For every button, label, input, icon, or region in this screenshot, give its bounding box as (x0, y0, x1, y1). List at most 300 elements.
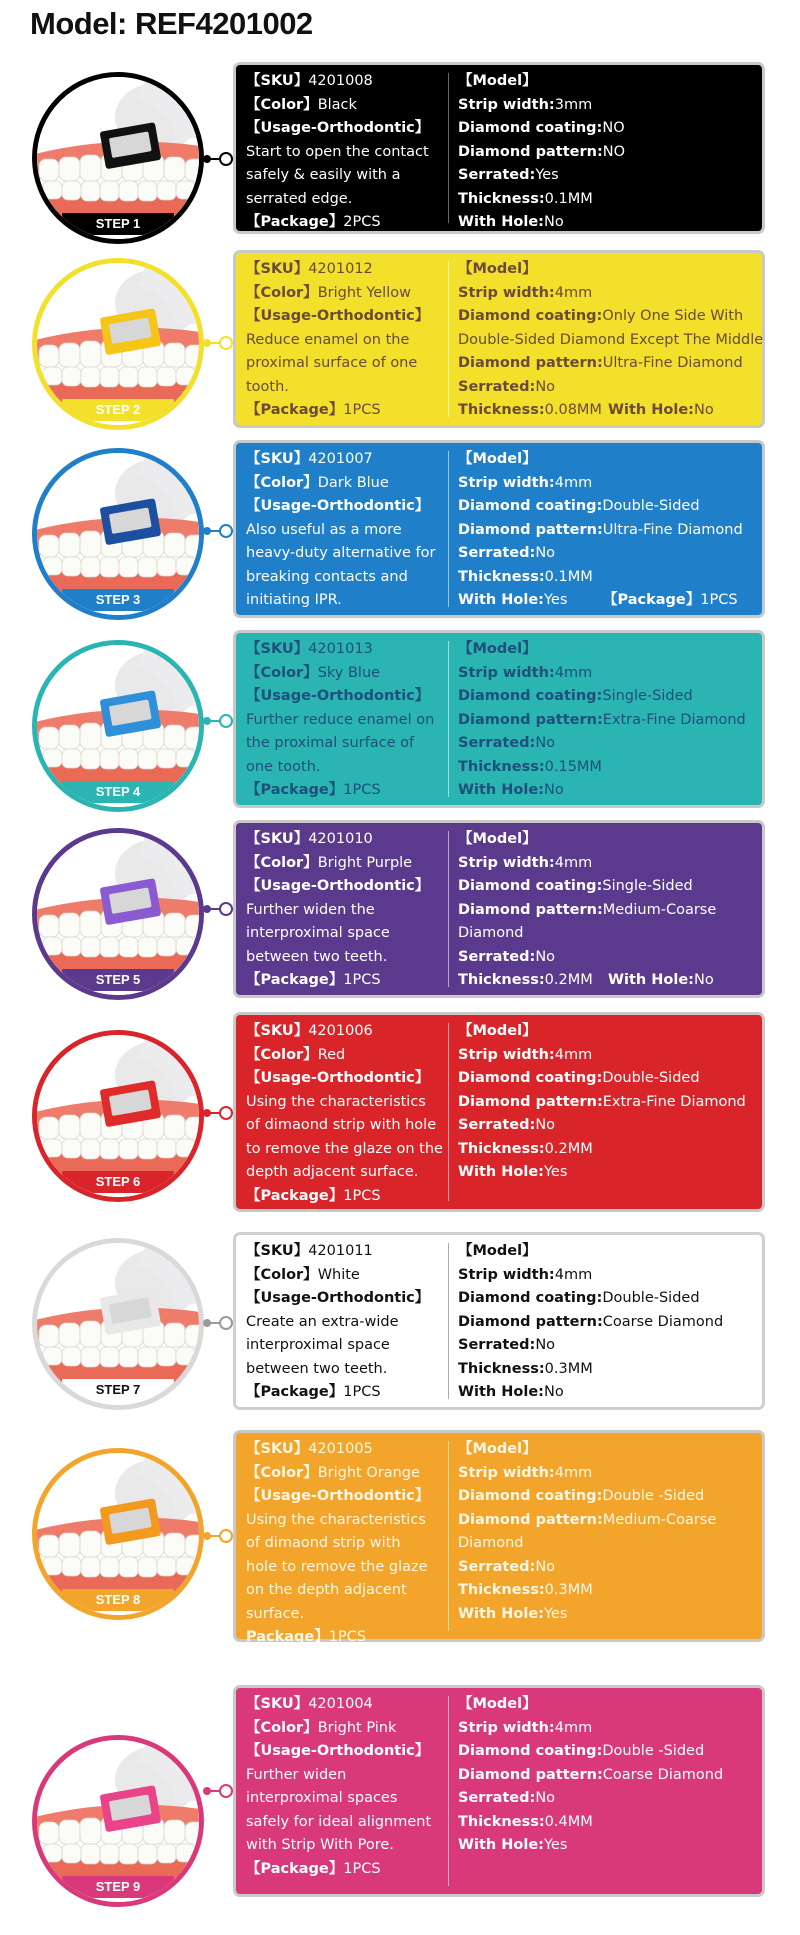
sku-line-key: 【SKU】 (246, 451, 309, 467)
usage-heading-key: 【Usage-Orthodontic】 (246, 688, 430, 704)
usage-text-line (246, 188, 451, 212)
thickness-line-value: 0.08MM (544, 402, 602, 418)
strip-width-line-value: 4mm (554, 854, 593, 871)
package-line-key: 【Package】 (246, 1187, 344, 1204)
diamond-coating-line-key: Diamond coating: (458, 878, 603, 894)
package-line (246, 399, 451, 423)
usage-text-line-value: Further widen the (246, 901, 375, 918)
usage-heading (246, 1740, 451, 1764)
thickness-line (458, 1138, 763, 1162)
serrated-line-value: Yes (535, 167, 559, 183)
diamond-pattern-line-key: Diamond pattern: (458, 1093, 603, 1110)
strip-width-line (458, 662, 763, 686)
color-line-value: Red (317, 1046, 346, 1063)
usage-text-line-value: heavy-duty alternative for (246, 545, 436, 561)
step-image-circle (32, 1238, 204, 1410)
card-right-column (458, 1438, 763, 1626)
diamond-pattern-line-key: Diamond pattern: (458, 711, 603, 728)
with-hole-line-value: Yes (543, 592, 568, 608)
usage-text-line-value: breaking contacts and (246, 568, 408, 585)
card-left-column (246, 1693, 451, 1881)
serrated-line-value: No (535, 545, 556, 561)
with-hole-line-key: With Hole: (458, 214, 544, 230)
thickness-line-value: 0.3MM (544, 1360, 593, 1377)
thickness-line-value: 0.1MM (544, 568, 593, 585)
color-line (246, 282, 451, 306)
with-hole-line (458, 779, 763, 803)
strip-width-line (458, 1044, 763, 1068)
serrated-line-value: No (535, 735, 556, 751)
package-line (246, 1185, 451, 1209)
usage-heading (246, 1485, 451, 1509)
package-line (246, 1858, 451, 1882)
serrated-line (458, 1334, 763, 1358)
diamond-pattern-line-value: Ultra-Fine Diamond (602, 355, 743, 371)
usage-heading (246, 305, 451, 329)
sku-line-value: 4201004 (308, 1696, 373, 1712)
serrated-line-key: Serrated: (458, 948, 536, 965)
usage-text-line (246, 352, 451, 376)
usage-text-line (246, 1138, 451, 1162)
thickness-line-value: 0.4MM (544, 1813, 593, 1830)
serrated-line (458, 946, 763, 970)
connector-dot-center (203, 339, 211, 347)
diamond-coating-line-value: NO (602, 120, 625, 136)
sku-line-value: 4201005 (308, 1441, 373, 1457)
strip-width-line-value: 4mm (554, 1046, 593, 1063)
usage-text-line-value: proximal surface of one (246, 355, 418, 371)
diamond-coating-continued-value: Double-Sided Diamond Except The Middle (458, 331, 764, 348)
diamond-pattern-line-value: Coarse Diamond (602, 1766, 724, 1783)
card-left-column (246, 70, 451, 235)
sku-line (246, 448, 451, 472)
connector-dot-center (203, 155, 211, 163)
thickness-line-value: 0.3MM (544, 1582, 593, 1598)
color-line (246, 1044, 451, 1068)
package-line-key: 【Package】 (246, 214, 344, 230)
connector-dot (219, 1784, 233, 1798)
diamond-pattern-continued-value: Diamond (458, 1535, 524, 1551)
step-image-circle (32, 1735, 204, 1907)
sku-line (246, 828, 451, 852)
color-line-key: 【Color】 (246, 96, 318, 113)
serrated-line-key: Serrated: (458, 1337, 536, 1353)
package-line-value: 1PCS (343, 1384, 381, 1400)
with-hole-line-value: No (543, 782, 564, 798)
usage-text-line-value: hole to remove the glaze (246, 1558, 428, 1575)
step-image-circle (32, 1448, 204, 1620)
connector-dot (219, 1529, 233, 1543)
serrated-line-value: No (535, 1558, 556, 1575)
serrated-line-key: Serrated: (458, 1117, 536, 1133)
model-heading-key: 【Model】 (458, 261, 537, 277)
model-heading-key: 【Model】 (458, 1023, 537, 1039)
sku-line (246, 638, 451, 662)
connector-dot-center (203, 1787, 211, 1795)
model-heading-key: 【Model】 (458, 641, 537, 657)
strip-width-line-key: Strip width: (458, 96, 555, 113)
usage-heading (246, 1287, 451, 1311)
card-left-column (246, 1240, 451, 1405)
card-right-column (458, 638, 763, 803)
color-line-key: 【Color】 (246, 1464, 318, 1481)
diamond-coating-line (458, 685, 763, 709)
package-line (246, 211, 451, 235)
usage-heading (246, 1067, 451, 1091)
card-left-column (246, 828, 451, 993)
sku-line (246, 1693, 451, 1717)
package-line-value: 1PCS (343, 1860, 381, 1877)
diamond-pattern-line-key: Diamond pattern: (458, 355, 603, 371)
thickness-line (458, 1579, 763, 1603)
diamond-coating-line (458, 1740, 763, 1764)
thickness-line-key: Thickness: (458, 1360, 545, 1377)
card-left-column (246, 1020, 451, 1208)
strip-width-line-value: 4mm (554, 1464, 593, 1481)
connector-dot (219, 902, 233, 916)
product-spec-card (233, 820, 765, 998)
package-inline (603, 589, 738, 613)
serrated-line-value: No (535, 1117, 556, 1133)
with-hole-line (458, 1603, 763, 1627)
diamond-coating-line-value: Double -Sided (602, 1743, 705, 1759)
thickness-line (458, 1811, 763, 1835)
usage-text-line-value: of dimaond strip with hole (246, 1117, 437, 1133)
thickness-line (458, 399, 763, 423)
step-badge: STEP 8 (62, 1589, 174, 1611)
diamond-coating-line-key: Diamond coating: (458, 1070, 603, 1086)
usage-text-line (246, 1579, 451, 1603)
color-line-key: 【Color】 (246, 1719, 318, 1736)
color-line (246, 472, 451, 496)
product-spec-card (233, 62, 765, 234)
diamond-coating-line-key: Diamond coating: (458, 498, 603, 514)
connector-dot (219, 524, 233, 538)
usage-text-line (246, 566, 451, 590)
model-heading-key: 【Model】 (458, 73, 537, 89)
step-image-circle (32, 640, 204, 812)
connector-dot (219, 152, 233, 166)
diamond-pattern-line-value: Coarse Diamond (602, 1313, 724, 1330)
with-hole-line-key: With Hole: (458, 1164, 544, 1180)
package-line-value: 2PCS (343, 214, 381, 230)
diamond-coating-line (458, 875, 763, 899)
color-line (246, 662, 451, 686)
usage-text-line-value: Further widen (246, 1766, 347, 1783)
diamond-pattern-line-value: NO (602, 143, 626, 160)
strip-width-line-value: 4mm (554, 284, 593, 301)
color-line-key: 【Color】 (246, 854, 318, 871)
diamond-pattern-line (458, 1764, 763, 1788)
with-hole-line-key: With Hole: (458, 1384, 544, 1400)
with-hole-line (458, 211, 763, 235)
diamond-pattern-continued-value: Diamond (458, 925, 524, 941)
serrated-line (458, 732, 763, 756)
strip-width-line-key: Strip width: (458, 474, 555, 491)
model-heading (458, 448, 763, 472)
thickness-line-value: 0.2MM (544, 1140, 593, 1157)
strip-width-line-key: Strip width: (458, 664, 555, 681)
sku-line (246, 1020, 451, 1044)
diamond-pattern-line (458, 352, 763, 376)
diamond-pattern-line (458, 709, 763, 733)
usage-text-line (246, 329, 451, 353)
usage-text-line (246, 1532, 451, 1556)
diamond-pattern-line-key: Diamond pattern: (458, 1766, 603, 1783)
diamond-pattern-continued (458, 922, 763, 946)
strip-width-line-value: 3mm (554, 96, 593, 113)
with-hole-line (458, 589, 763, 613)
color-line-value: Bright Yellow (317, 284, 411, 301)
with-hole-line-value: No (693, 972, 714, 988)
usage-heading-key: 【Usage-Orthodontic】 (246, 1743, 430, 1759)
usage-text-line (246, 1161, 451, 1185)
package-line (246, 1381, 451, 1405)
sku-line-value: 4201010 (308, 831, 373, 847)
card-left-column (246, 258, 451, 423)
usage-text-line (246, 1358, 451, 1382)
strip-width-line (458, 472, 763, 496)
strip-width-line-value: 4mm (554, 664, 593, 681)
strip-width-line (458, 94, 763, 118)
strip-width-line (458, 852, 763, 876)
package-line-value: 1PCS (343, 972, 381, 988)
strip-width-line-value: 4mm (554, 1719, 593, 1736)
package-line (246, 969, 451, 993)
sku-line-key: 【SKU】 (246, 831, 309, 847)
product-spec-card (233, 630, 765, 808)
with-hole-line-key: With Hole: (458, 592, 544, 608)
step-image-circle (32, 258, 204, 430)
diamond-coating-line (458, 305, 763, 329)
thickness-line-value: 0.2MM (544, 972, 593, 988)
color-line (246, 852, 451, 876)
usage-heading-key: 【Usage-Orthodontic】 (246, 498, 430, 514)
card-right-column (458, 828, 763, 993)
serrated-line (458, 376, 763, 400)
diamond-coating-line (458, 117, 763, 141)
sku-line-key: 【SKU】 (246, 73, 309, 89)
usage-text-line (246, 589, 451, 613)
sku-line-key: 【SKU】 (246, 261, 309, 277)
usage-text-line (246, 376, 451, 400)
model-heading (458, 1693, 763, 1717)
with-hole-line-value: No (693, 402, 714, 418)
usage-text-line (246, 1811, 451, 1835)
usage-text-line-value: Using the characteristics (246, 1093, 426, 1110)
with-hole-line (458, 1381, 763, 1405)
page-title: Model: REF4201002 (30, 6, 313, 41)
serrated-line-key: Serrated: (458, 378, 536, 395)
step-image-circle (32, 448, 204, 620)
package-line-value: 1PCS (343, 402, 381, 418)
usage-text-line-value: Start to open the contact (246, 143, 429, 160)
connector-dot (219, 1106, 233, 1120)
usage-text-line (246, 542, 451, 566)
product-spec-card (233, 1430, 765, 1645)
diamond-pattern-line (458, 1311, 763, 1335)
strip-width-line-key: Strip width: (458, 1719, 555, 1736)
step-badge: STEP 6 (62, 1171, 174, 1193)
diamond-coating-line (458, 495, 763, 519)
usage-text-line-value: of dimaond strip with (246, 1535, 401, 1551)
usage-text-line (246, 732, 451, 756)
package-line-key: 【Package】 (246, 1860, 344, 1877)
card-left-column (246, 1438, 451, 1650)
sku-line-key: 【SKU】 (246, 641, 309, 657)
usage-text-line (246, 709, 451, 733)
usage-text-line-value: depth adjacent surface. (246, 1164, 419, 1180)
thickness-line-key: Thickness: (458, 1140, 545, 1157)
with-hole-line (458, 1834, 763, 1858)
sku-line (246, 1438, 451, 1462)
connector-dot (219, 336, 233, 350)
color-line-value: Black (317, 96, 357, 113)
product-spec-card (233, 1685, 765, 1897)
sku-line-key: 【SKU】 (246, 1023, 309, 1039)
diamond-pattern-line (458, 1509, 763, 1533)
diamond-pattern-line-value: Ultra-Fine Diamond (602, 521, 743, 538)
usage-text-line (246, 922, 451, 946)
package-line-value: 1PCS (343, 1187, 381, 1204)
color-line-key: 【Color】 (246, 474, 318, 491)
diamond-pattern-line-key: Diamond pattern: (458, 1511, 603, 1528)
card-right-column (458, 1693, 763, 1858)
with-hole-line-value: Yes (543, 1164, 568, 1180)
thickness-line-key: Thickness: (458, 402, 545, 418)
color-line (246, 1462, 451, 1486)
sku-line-value: 4201008 (308, 73, 373, 89)
sku-line (246, 258, 451, 282)
sku-line-value: 4201013 (308, 641, 373, 657)
usage-text-line-value: Using the characteristics (246, 1511, 426, 1528)
package-inline-value: 1PCS (700, 592, 738, 608)
diamond-pattern-line (458, 519, 763, 543)
usage-text-line-value: Create an extra-wide (246, 1313, 399, 1330)
diamond-coating-line-value: Double-Sided (602, 1290, 700, 1306)
diamond-coating-line-key: Diamond coating: (458, 1743, 603, 1759)
usage-text-line-value: one tooth. (246, 758, 321, 775)
color-line-key: 【Color】 (246, 1046, 318, 1063)
diamond-pattern-line-key: Diamond pattern: (458, 901, 603, 918)
serrated-line (458, 542, 763, 566)
with-hole-line-key: With Hole: (458, 1605, 544, 1622)
with-hole-line-value: Yes (543, 1837, 568, 1853)
sku-line-value: 4201007 (308, 451, 373, 467)
sku-line (246, 1240, 451, 1264)
sku-line (246, 70, 451, 94)
diamond-coating-line-value: Only One Side With (602, 308, 744, 324)
strip-width-line-key: Strip width: (458, 1046, 555, 1063)
diamond-pattern-line (458, 1091, 763, 1115)
thickness-line-key: Thickness: (458, 190, 545, 207)
color-line-key: 【Color】 (246, 284, 318, 301)
model-heading (458, 828, 763, 852)
connector-dot-center (203, 527, 211, 535)
usage-text-line (246, 1091, 451, 1115)
color-line (246, 1717, 451, 1741)
diamond-pattern-continued (458, 1532, 763, 1556)
package-line-key: Package】 (246, 1629, 329, 1645)
diamond-pattern-line-value: Medium-Coarse (602, 1511, 717, 1528)
step-badge: STEP 4 (62, 781, 174, 803)
card-right-column (458, 258, 763, 423)
usage-text-line-value: to remove the glaze on the (246, 1140, 443, 1157)
diamond-coating-line-key: Diamond coating: (458, 688, 603, 704)
usage-heading-key: 【Usage-Orthodontic】 (246, 1070, 430, 1086)
thickness-line-key: Thickness: (458, 972, 545, 988)
connector-dot (219, 1316, 233, 1330)
diamond-coating-line (458, 1287, 763, 1311)
usage-text-line (246, 1556, 451, 1580)
thickness-line (458, 756, 763, 780)
model-heading-key: 【Model】 (458, 451, 537, 467)
step-badge: STEP 9 (62, 1876, 174, 1898)
usage-text-line-value: initiating IPR. (246, 592, 342, 608)
diamond-pattern-line (458, 141, 763, 165)
connector-dot-center (203, 905, 211, 913)
connector-dot-center (203, 717, 211, 725)
model-heading-key: 【Model】 (458, 1696, 537, 1712)
model-heading (458, 1240, 763, 1264)
thickness-line-value: 0.1MM (544, 190, 593, 207)
card-right-column (458, 1240, 763, 1405)
with-hole-line-key: With Hole: (458, 1837, 544, 1853)
serrated-line-value: No (535, 948, 556, 965)
serrated-line (458, 1556, 763, 1580)
usage-heading (246, 875, 451, 899)
usage-text-line (246, 519, 451, 543)
step-image-circle (32, 1030, 204, 1202)
thickness-line-key: Thickness: (458, 1582, 545, 1598)
serrated-line-key: Serrated: (458, 735, 536, 751)
sku-line-value: 4201012 (308, 261, 373, 277)
product-spec-card (233, 250, 765, 428)
with-hole-line-key: With Hole: (458, 782, 544, 798)
step-badge: STEP 3 (62, 589, 174, 611)
usage-text-line-value: the proximal surface of (246, 735, 415, 751)
diamond-pattern-line-key: Diamond pattern: (458, 143, 603, 160)
usage-heading-key: 【Usage-Orthodontic】 (246, 308, 430, 324)
diamond-pattern-line-key: Diamond pattern: (458, 1313, 603, 1330)
sku-line-key: 【SKU】 (246, 1243, 309, 1259)
diamond-coating-line-value: Double-Sided (602, 498, 700, 514)
diamond-pattern-line-value: Extra-Fine Diamond (602, 1093, 746, 1110)
usage-text-line (246, 756, 451, 780)
step-badge: STEP 7 (62, 1379, 174, 1401)
thickness-line-key: Thickness: (458, 1813, 545, 1830)
diamond-pattern-line-key: Diamond pattern: (458, 521, 603, 538)
model-heading (458, 1438, 763, 1462)
thickness-line-key: Thickness: (458, 758, 545, 775)
serrated-line-key: Serrated: (458, 545, 536, 561)
usage-text-line (246, 1764, 451, 1788)
usage-text-line-value: safely & easily with a (246, 167, 401, 183)
sku-line-value: 4201006 (308, 1023, 373, 1039)
step-image-circle (32, 828, 204, 1000)
serrated-line-key: Serrated: (458, 1558, 536, 1575)
thickness-line (458, 566, 763, 590)
usage-text-line (246, 1311, 451, 1335)
diamond-coating-line (458, 1485, 763, 1509)
usage-text-line-value: between two teeth. (246, 948, 388, 965)
usage-text-line (246, 1509, 451, 1533)
serrated-line (458, 1787, 763, 1811)
usage-text-line-value: surface. (246, 1605, 305, 1622)
usage-text-line (246, 1787, 451, 1811)
with-hole-line-key: With Hole: (608, 402, 694, 418)
connector-dot-center (203, 1532, 211, 1540)
